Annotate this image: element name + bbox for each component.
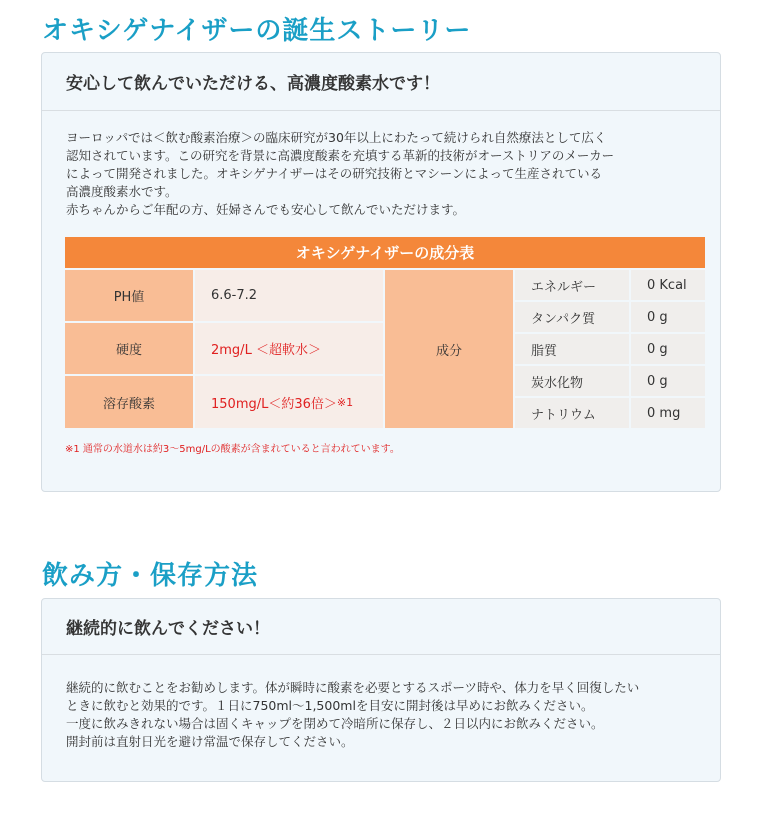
- nutrition-name: エネルギー: [515, 270, 629, 300]
- prop-value-oxygen: [195, 376, 383, 428]
- usage-card: [41, 598, 721, 782]
- nutrition-value: 0 g: [631, 334, 705, 364]
- nutrition-name: 脂質: [515, 334, 629, 364]
- prop-value-hardness: 2mg/L ＜超軟水＞: [195, 323, 383, 374]
- usage-heading: 継続的に飲んでください！: [42, 599, 720, 655]
- section-title-usage: 飲み方・保存方法: [42, 561, 259, 591]
- nutrition-name: ナトリウム: [515, 398, 629, 428]
- prop-label-oxygen: 溶存酸素: [65, 376, 193, 428]
- prop-label-ph: PH値: [65, 270, 193, 321]
- story-body-text: ヨーロッパでは＜飲む酸素治療＞の臨床研究が30年以上にわたって続けられ自然療法として広く 認知されています。この研究を背景に高濃度酸素を充填する革新的技術がオーストリアのメーカー によって開発されました。オキシゲナイザーはその研究技術とマシーンによって生産されている 高濃度酸素水です。 赤ちゃんからご年配の方、妊婦さんでも安心して飲んでいただけます。: [66, 130, 615, 217]
- ingredient-table-title: オキシゲナイザーの成分表: [65, 237, 705, 268]
- story-heading: 安心して飲んでいただける、高濃度酸素水です！: [42, 53, 720, 111]
- oxygen-note-marker: ※1: [336, 395, 354, 409]
- prop-value-ph: 6.6-7.2: [195, 270, 383, 321]
- nutrition-value: 0 g: [631, 366, 705, 396]
- nutrition-value: 0 g: [631, 302, 705, 332]
- usage-body-text: 継続的に飲むことをお勧めします。体が瞬時に酸素を必要とするスポーツ時や、体力を早く回復したい ときに飲むと効果的です。１日に750ml〜1,500mlを目安に開封後は早めにお飲みください。 一度に飲みきれない場合は固くキャップを閉めて冷暗所に保存し、２日以内にお飲みください。 開封前は直射日光を避け常温で保存してください。: [66, 680, 640, 749]
- story-card: [41, 52, 721, 492]
- section-title-story: オキシゲナイザーの誕生ストーリー: [42, 16, 472, 46]
- nutrition-name: 炭水化物: [515, 366, 629, 396]
- prop-label-hardness: 硬度: [65, 323, 193, 374]
- nutrition-value: 0 mg: [631, 398, 705, 428]
- nutrition-name: タンパク質: [515, 302, 629, 332]
- nutrition-label: 成分: [385, 270, 513, 428]
- footnote: ※1 通常の水道水は約3〜5mg/Lの酸素が含まれていると言われています。: [65, 444, 400, 455]
- oxygen-value-text: 150mg/L＜約36倍＞: [211, 396, 337, 412]
- nutrition-value: 0 Kcal: [631, 270, 705, 300]
